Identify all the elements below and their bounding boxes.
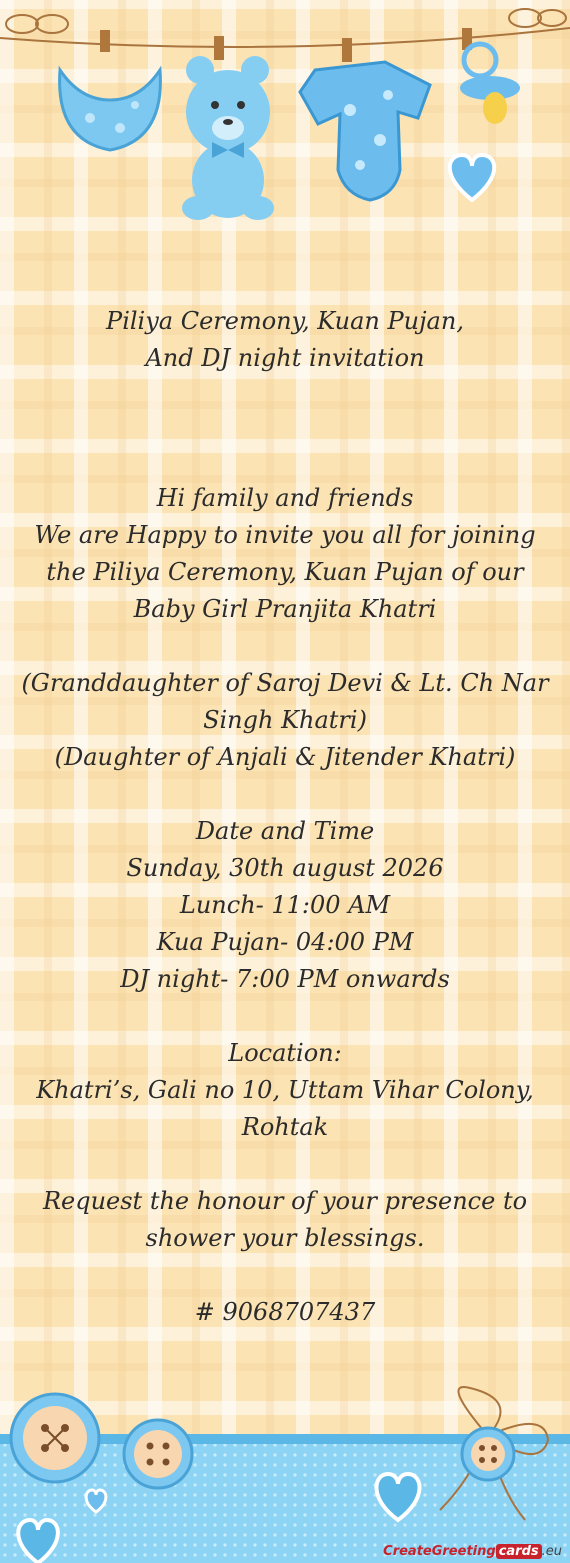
spacer xyxy=(20,776,550,813)
invite-line-3: Baby Girl Pranjita Khatri xyxy=(133,595,437,623)
bow-right-icon xyxy=(509,9,566,27)
granddaughter-line-2: Singh Khatri) xyxy=(203,706,367,734)
phone-number: # 9068707437 xyxy=(194,1298,376,1326)
address-line-1: Khatri’s, Gali no 10, Uttam Vihar Colony, xyxy=(36,1076,534,1104)
kua-pujan-time: Kua Pujan- 04:00 PM xyxy=(156,928,414,956)
request-line-2: shower your blessings. xyxy=(145,1224,425,1252)
logo-cards: cards xyxy=(496,1544,542,1559)
baby-onesie-icon xyxy=(300,38,430,200)
invite-line-2: the Piliya Ceremony, Kuan Pujan of our xyxy=(46,558,524,586)
logo-brand: CreateGreeting xyxy=(383,1544,496,1559)
spacer xyxy=(20,628,550,665)
clothesline-illustration xyxy=(0,0,570,250)
title-line-1: Piliya Ceremony, Kuan Pujan, xyxy=(106,307,464,335)
button-right-icon xyxy=(462,1428,514,1480)
location-heading: Location: xyxy=(228,1039,342,1067)
spacer xyxy=(20,1146,550,1183)
invite-line-1: We are Happy to invite you all for joining xyxy=(34,521,536,549)
title-line-2: And DJ night invitation xyxy=(145,344,425,372)
logo-tld: .eu xyxy=(541,1544,562,1559)
lunch-time: Lunch- 11:00 AM xyxy=(179,891,391,919)
request-line-1: Request the honour of your presence to xyxy=(42,1187,528,1215)
invitation-title xyxy=(20,303,550,377)
datetime-heading: Date and Time xyxy=(195,817,375,845)
address-line-2: Rohtak xyxy=(241,1113,329,1141)
event-date: Sunday, 30th august 2026 xyxy=(126,854,444,882)
spacer xyxy=(20,1257,550,1294)
bow-left-icon xyxy=(6,15,68,33)
granddaughter-line-1: (Granddaughter of Saroj Devi & Lt. Ch Nar xyxy=(21,669,549,697)
pacifier-icon xyxy=(460,28,520,124)
greeting: Hi family and friends xyxy=(156,484,414,512)
bib-icon xyxy=(60,30,161,150)
teddy-bear-icon xyxy=(182,36,274,220)
spacer xyxy=(20,998,550,1035)
button-left-icon xyxy=(11,1394,99,1482)
heart-icon xyxy=(450,155,495,200)
create-greeting-cards-logo[interactable] xyxy=(383,1544,562,1559)
dj-night-time: DJ night- 7:00 PM onwards xyxy=(120,965,450,993)
daughter-line: (Daughter of Anjali & Jitender Khatri) xyxy=(54,743,516,771)
button-middle-icon xyxy=(124,1420,192,1488)
invitation-body xyxy=(20,480,550,1331)
bottom-border-illustration xyxy=(0,1370,570,1563)
